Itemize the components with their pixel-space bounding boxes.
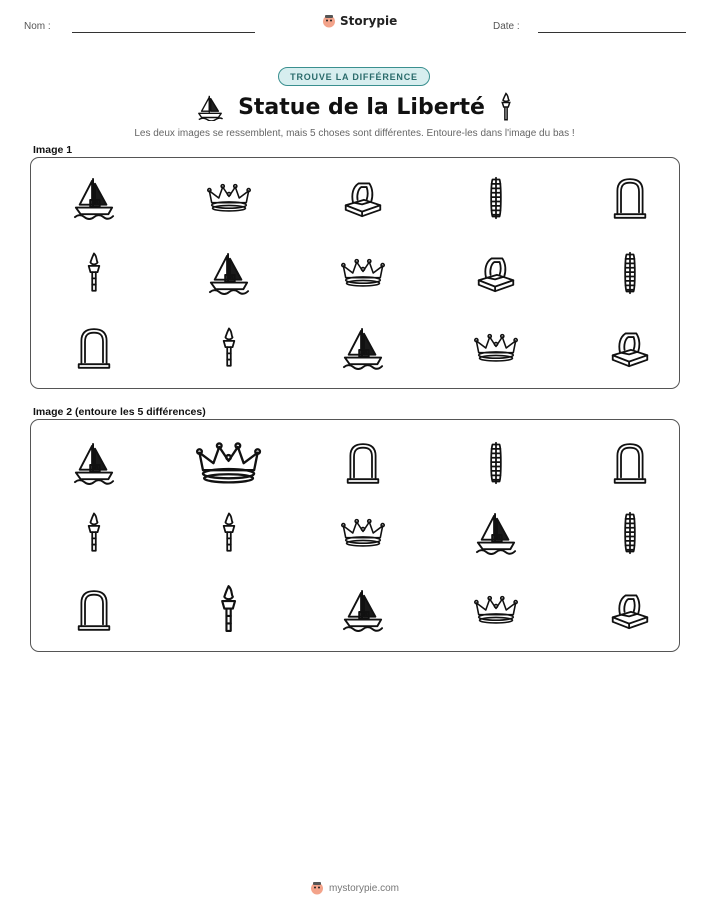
title-row <box>0 92 709 122</box>
image1-hair-icon <box>487 176 505 220</box>
name-label: Nom : <box>24 21 51 32</box>
image1-boat-icon <box>342 326 384 370</box>
image2-crown-icon[interactable] <box>196 441 261 485</box>
image1-boat-icon <box>73 176 115 220</box>
brand-logo <box>322 14 397 28</box>
image2-tombstone-icon[interactable] <box>612 441 648 485</box>
boat-title-icon <box>196 93 224 121</box>
image2-crown-icon[interactable] <box>474 595 518 625</box>
image2-tombstone-icon[interactable] <box>345 441 381 485</box>
image2-hair-icon[interactable] <box>487 441 505 485</box>
image1-tombstone-icon <box>612 176 648 220</box>
date-line[interactable] <box>538 32 686 33</box>
page-title: Statue de la Liberté <box>238 94 485 120</box>
image1-tablet-icon <box>342 178 384 218</box>
image2-torch-icon[interactable] <box>86 510 102 556</box>
image1-tablet-icon <box>475 253 517 293</box>
image2-boat-icon[interactable] <box>73 441 115 485</box>
image2-torch-icon[interactable] <box>221 510 237 556</box>
footer-url: mystorypie.com <box>328 882 399 894</box>
image1-torch-icon <box>86 250 102 296</box>
image1-tablet-icon <box>609 328 651 368</box>
image2-boat-icon[interactable] <box>475 511 517 555</box>
image1-tombstone-icon <box>76 326 112 370</box>
image2-hair-icon[interactable] <box>621 511 639 555</box>
activity-badge: TROUVE LA DIFFÉRENCE <box>278 67 430 86</box>
image2-label: Image 2 (entoure les 5 différences) <box>33 406 206 418</box>
image2-crown-icon[interactable] <box>341 518 385 548</box>
image1-torch-icon <box>221 325 237 371</box>
instructions: Les deux images se ressemblent, mais 5 choses sont différentes. Entoure-les dans l'image du bas ! <box>134 128 575 139</box>
image2-tablet-icon[interactable] <box>609 590 651 630</box>
image1-boat-icon <box>208 251 250 295</box>
image1-crown-icon <box>207 183 251 213</box>
image2-torch-icon[interactable] <box>219 582 238 637</box>
image1-hair-icon <box>621 251 639 295</box>
image2-boat-icon[interactable] <box>342 588 384 632</box>
storypie-logo-icon <box>322 14 336 28</box>
image2-tombstone-icon[interactable] <box>76 588 112 632</box>
image1-label: Image 1 <box>33 144 73 156</box>
footer <box>0 881 709 895</box>
image1-crown-icon <box>474 333 518 363</box>
brand-name: Storypie <box>340 14 398 28</box>
torch-title-icon <box>499 92 513 122</box>
date-label: Date : <box>493 21 520 32</box>
name-line[interactable] <box>72 32 255 33</box>
storypie-footer-logo-icon <box>310 881 324 895</box>
image1-crown-icon <box>341 258 385 288</box>
image2-panel[interactable] <box>30 419 680 652</box>
image1-panel <box>30 157 680 389</box>
